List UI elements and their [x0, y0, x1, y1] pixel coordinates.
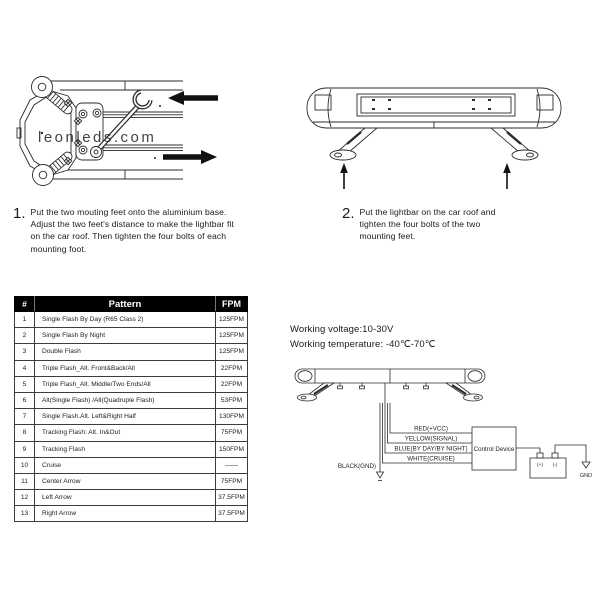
step-2 — [342, 206, 507, 243]
cell-pattern: Tracking Flash: Alt. In&Out — [35, 425, 216, 441]
cell-fpm: 130FPM — [216, 409, 248, 425]
arrow-up-icon — [340, 163, 348, 189]
table-row — [15, 344, 248, 360]
table-header-row — [15, 297, 248, 312]
table-row — [15, 328, 248, 344]
specs — [290, 322, 436, 352]
lightbar-body — [307, 88, 561, 128]
arrow-left-icon — [168, 91, 218, 105]
cell-fpm: 125FPM — [216, 328, 248, 344]
step-number: 2. — [342, 205, 355, 222]
lightbar-front-figure — [295, 369, 485, 401]
cell-pattern: Alt(Single Flash) /All(Quadruple Flash) — [35, 392, 216, 408]
mounting-feet — [330, 128, 538, 160]
cell-number: 12 — [15, 490, 35, 506]
cell-fpm: —— — [216, 457, 248, 473]
table-row — [15, 490, 248, 506]
cell-number: 1 — [15, 312, 35, 328]
reference-dot — [154, 157, 156, 159]
cell-pattern: Cruise — [35, 457, 216, 473]
arrow-up-icon — [503, 163, 511, 189]
control-device-label: Control Device — [473, 446, 515, 453]
flash-pattern-table — [14, 296, 248, 522]
battery — [530, 453, 566, 478]
working-voltage: Working voltage:10-30V — [290, 324, 394, 335]
cell-number: 5 — [15, 376, 35, 392]
cell-pattern: Triple Flash_Alt. Middle/Two Ends/All — [35, 376, 216, 392]
cell-number: 11 — [15, 473, 35, 489]
table-row — [15, 409, 248, 425]
table-row — [15, 360, 248, 376]
cell-number: 8 — [15, 425, 35, 441]
cell-number: 2 — [15, 328, 35, 344]
cell-fpm: 125FPM — [216, 312, 248, 328]
ground-icon — [377, 472, 384, 478]
battery-positive-label: (+) — [537, 463, 543, 468]
cell-fpm: 53FPM — [216, 392, 248, 408]
column-header-fpm: FPM — [216, 297, 248, 312]
cell-pattern: Single Flash By Night — [35, 328, 216, 344]
wiring-diagram — [288, 356, 594, 506]
ground-icon — [582, 462, 590, 468]
cell-pattern: Single Flash By Day (R65 Class 2) — [35, 312, 216, 328]
table-row — [15, 392, 248, 408]
battery-negative-label: (-) — [552, 463, 558, 468]
table-row — [15, 376, 248, 392]
wire-device-to-battery — [516, 448, 540, 453]
wire-label-blue: BLUE(BY DAY/BY NIGHT) — [394, 445, 468, 453]
cell-pattern: Right Arrow — [35, 506, 216, 522]
cell-fpm: 22FPM — [216, 376, 248, 392]
working-temperature: Working temperature: -40℃-70℃ — [290, 339, 436, 350]
wire-label-yellow: YELLOW(SIGNAL) — [404, 435, 458, 443]
cell-fpm: 125FPM — [216, 344, 248, 360]
wire-label-black: BLACK(GND) — [337, 463, 376, 470]
cell-fpm: 37.5FPM — [216, 490, 248, 506]
cell-pattern: Left Arrow — [35, 490, 216, 506]
cell-pattern: Double Flash — [35, 344, 216, 360]
column-header-number: # — [15, 297, 35, 312]
lightbar-roof-figure — [303, 82, 565, 194]
table-row — [15, 425, 248, 441]
table-row — [15, 441, 248, 457]
cell-pattern: Triple Flash_Alt. Front&Back/All — [35, 360, 216, 376]
step-1 — [13, 206, 247, 255]
cell-fpm: 75FPM — [216, 473, 248, 489]
cell-number: 9 — [15, 441, 35, 457]
cell-pattern: Tracking Flash — [35, 441, 216, 457]
cell-number: 6 — [15, 392, 35, 408]
cell-pattern: Single Flash.Alt. Left&Right Half — [35, 409, 216, 425]
table-row — [15, 312, 248, 328]
reference-dot — [159, 105, 161, 107]
step-text: Put the lightbar on the car roof and tighten the four bolts of the two mounting feet. — [359, 207, 496, 242]
cell-number: 3 — [15, 344, 35, 360]
cell-number: 10 — [15, 457, 35, 473]
wire-label-white: WHITE(CRUISE) — [407, 455, 455, 463]
cell-fpm: 150FPM — [216, 441, 248, 457]
cell-fpm: 22FPM — [216, 360, 248, 376]
cell-fpm: 37.5FPM — [216, 506, 248, 522]
cell-number: 13 — [15, 506, 35, 522]
cell-number: 7 — [15, 409, 35, 425]
step-text: Put the two mouting feet onto the aluminium base. Adjust the two feet's distance to make the lightbar fit on the car roof. Then tighten the four bolts of each mounting foot. — [30, 207, 234, 254]
table-row — [15, 473, 248, 489]
cell-fpm: 75FPM — [216, 425, 248, 441]
step-number: 1. — [13, 205, 26, 222]
table-row — [15, 506, 248, 522]
arrow-right-icon — [163, 150, 217, 164]
watermark: leonleds.com — [38, 129, 157, 146]
mounting-foot-figure — [12, 70, 220, 196]
wire-label-red: RED(+VCC) — [414, 425, 448, 433]
cell-number: 4 — [15, 360, 35, 376]
column-header-pattern: Pattern — [35, 297, 216, 312]
cell-pattern: Center Arrow — [35, 473, 216, 489]
table-row — [15, 457, 248, 473]
gnd-label: GND — [579, 473, 593, 479]
